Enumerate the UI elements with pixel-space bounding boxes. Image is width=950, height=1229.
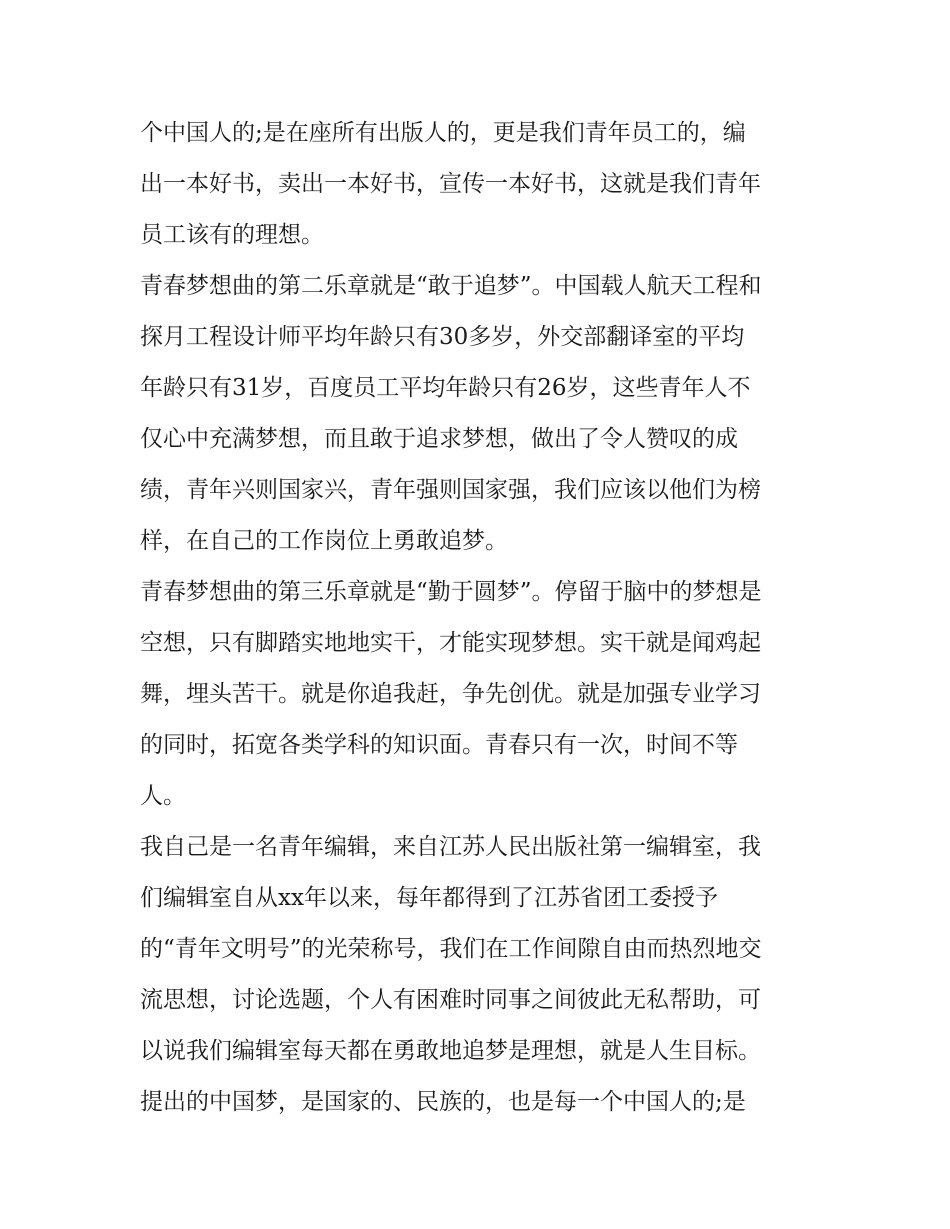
text-line: 探月工程设计师平均年龄只有30多岁，外交部翻译室的平均 xyxy=(140,324,745,350)
text-line: 我自己是一名青年编辑，来自江苏人民出版社第一编辑室，我 xyxy=(140,834,761,860)
text-line: 舞，埋头苦干。就是你追我赶，争先创优。就是加强专业学习 xyxy=(140,681,761,707)
text-line: 样，在自己的工作岗位上勇敢追梦。 xyxy=(140,528,508,554)
text-line: 提出的中国梦，是国家的、民族的，也是每一个中国人的;是 xyxy=(140,1089,746,1115)
text-line: 以说我们编辑室每天都在勇敢地追梦是理想，就是人生目标。 xyxy=(140,1038,761,1064)
text-line: 绩，青年兴则国家兴，青年强则国家强，我们应该以他们为榜 xyxy=(140,477,761,503)
text-line: 出一本好书，卖出一本好书，宣传一本好书，这就是我们青年 xyxy=(140,171,761,197)
text-line: 的“青年文明号”的光荣称号，我们在工作间隙自由而热烈地交 xyxy=(140,936,762,962)
text-line: 年龄只有31岁，百度员工平均年龄只有26岁，这些青年人不 xyxy=(140,375,751,401)
text-line: 们编辑室自从xx年以来，每年都得到了江苏省团工委授予 xyxy=(140,885,718,911)
text-line: 个中国人的;是在座所有出版人的，更是我们青年员工的，编 xyxy=(140,120,746,146)
body-text xyxy=(140,108,820,1128)
text-line: 青春梦想曲的第二乐章就是“敢于追梦”。中国载人航天工程和 xyxy=(140,273,762,299)
text-line: 青春梦想曲的第三乐章就是“勤于圆梦”。停留于脑中的梦想是 xyxy=(140,579,762,605)
text-line: 仅心中充满梦想，而且敢于追求梦想，做出了令人赞叹的成 xyxy=(140,426,738,452)
text-line: 人。 xyxy=(140,783,186,809)
text-line: 员工该有的理想。 xyxy=(140,222,324,248)
text-line: 的同时，拓宽各类学科的知识面。青春只有一次，时间不等 xyxy=(140,732,738,758)
text-line: 流思想，讨论选题，个人有困难时同事之间彼此无私帮助，可 xyxy=(140,987,761,1013)
text-line: 空想，只有脚踏实地地实干，才能实现梦想。实干就是闻鸡起 xyxy=(140,630,761,656)
